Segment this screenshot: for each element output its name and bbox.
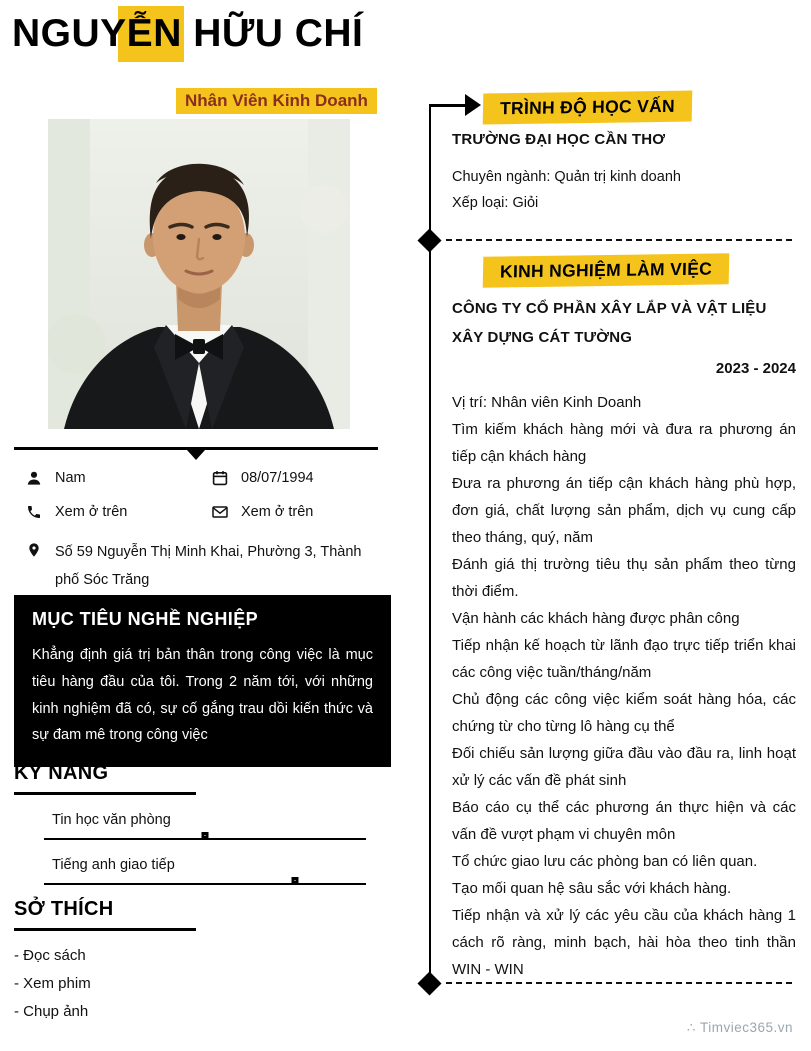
experience-details [452,389,796,983]
diamond-marker [417,971,441,995]
experience-company: CÔNG TY CỔ PHẦN XÂY LẮP VÀ VẬT LIỆU XÂY DỰNG CÁT TƯỜNG [452,300,767,347]
hobbies-section [14,898,392,1031]
personal-info [14,447,378,613]
hobby-item: - Xem phim [14,974,91,992]
experience-position: Vị trí: Nhân viên Kinh Doanh [452,393,642,411]
hobbies-underline [14,928,196,931]
address-value: Số 59 Nguyễn Thị Minh Khai, Phường 3, Thành phố Sóc Trăng [55,544,362,589]
experience-duty: Vận hành các khách hàng được phân công [452,609,740,627]
experience-period: 2023 - 2024 [715,359,796,377]
phone-icon [26,504,42,520]
skill-item [44,812,366,840]
experience-duty: Tiếp nhận kế hoạch từ lãnh đạo trực tiếp triển khai các công việc tuần/tháng/năm [452,636,796,681]
gender-value: Nam [55,470,86,486]
education-section [452,131,794,211]
education-section-header: TRÌNH ĐỘ HỌC VẤN [483,91,693,125]
experience-section-header: KINH NGHIỆM LÀM VIỆC [483,253,730,287]
objective-title: MỤC TIÊU NGHỀ NGHIỆP [32,609,259,629]
calendar-icon [212,470,228,486]
email-field [212,504,378,520]
skills-underline [14,792,196,795]
email-value: Xem ở trên [241,504,314,520]
phone-field [26,504,204,520]
email-icon [212,504,228,520]
site-watermark: ∴ Timviec365.vn [686,1020,793,1035]
skills-section [14,762,392,885]
experience-duty: Báo cáo cụ thể các phương án thực hiện và các vấn đề vượt phạm vi chuyên môn [452,798,796,843]
experience-duty: Đưa ra phương án tiếp cận khách hàng phù hợp, đơn giá, chất lượng sản phẩm, dịch vụ cung cấp theo tháng, quý, năm [452,474,796,546]
experience-duty: Tổ chức giao lưu các phòng ban có liên quan. [452,852,758,870]
info-grid [14,450,378,595]
dob-value: 08/07/1994 [241,470,314,486]
gender-field [26,470,204,486]
job-title: Nhân Viên Kinh Doanh [176,88,377,114]
skill-label: Tiếng anh giao tiếp [52,856,175,873]
skills-title: KỸ NĂNG [14,762,109,784]
skill-track [44,883,366,885]
skill-slider-handle[interactable] [202,832,209,839]
objective-body: Khẳng định giá trị bản thân trong công việc là mục tiêu hàng đầu của tôi. Trong 2 năm tới, với những kinh nghiệm đã có, sự cố gắng trau dồi kiến thức và sự đam mê trong công việc [32,647,373,744]
experience-duty: Tạo mối quan hệ sâu sắc với khách hàng. [452,879,732,897]
location-icon [26,542,42,558]
education-school: TRƯỜNG ĐẠI HỌC CẦN THƠ [452,131,666,148]
diamond-marker [417,228,441,252]
experience-duty: Tiếp nhận và xử lý các yêu cầu của khách hàng 1 cách rõ ràng, minh bạch, hài hòa theo tinh thần WIN - WIN [452,906,796,978]
skill-track [44,838,366,840]
dob-field [212,470,378,486]
experience-duty: Tìm kiếm khách hàng mới và đưa ra phương án tiếp cận khách hàng [452,420,796,465]
info-top-divider [14,447,378,450]
education-grade: Xếp loại: Giỏi [452,195,539,211]
skill-item [44,857,366,885]
arrow-right-icon [465,94,481,116]
skill-slider-handle[interactable] [292,877,299,884]
person-icon [26,470,42,486]
dashed-divider [446,239,792,241]
experience-duty: Đối chiếu sản lượng giữa đầu vào đầu ra, linh hoạt xử lý các vấn đề phát sinh [452,744,796,789]
skill-rows [44,812,366,885]
hobby-list [14,947,392,1020]
education-major: Chuyên ngành: Quản trị kinh doanh [452,169,681,185]
skill-label: Tin học văn phòng [52,811,171,828]
timeline-arrow-line [429,104,467,107]
objective-section [14,595,391,767]
hobby-item: - Chụp ảnh [14,1002,89,1020]
hobby-item: - Đọc sách [14,946,86,964]
experience-section [452,294,796,983]
hobbies-title: SỞ THÍCH [14,898,114,920]
address-field [26,538,378,595]
portrait-illustration [48,118,350,430]
experience-duty: Đánh giá thị trường tiêu thụ sản phẩm theo từng thời điểm. [452,555,796,600]
profile-photo [48,118,350,430]
phone-value: Xem ở trên [55,504,128,520]
candidate-name: NGUYỄN HỮU CHÍ [12,12,364,55]
triangle-marker [187,450,205,460]
experience-duty: Chủ động các công việc kiểm soát hàng hóa, các chứng từ cho từng lô hàng cụ thể [452,690,796,735]
